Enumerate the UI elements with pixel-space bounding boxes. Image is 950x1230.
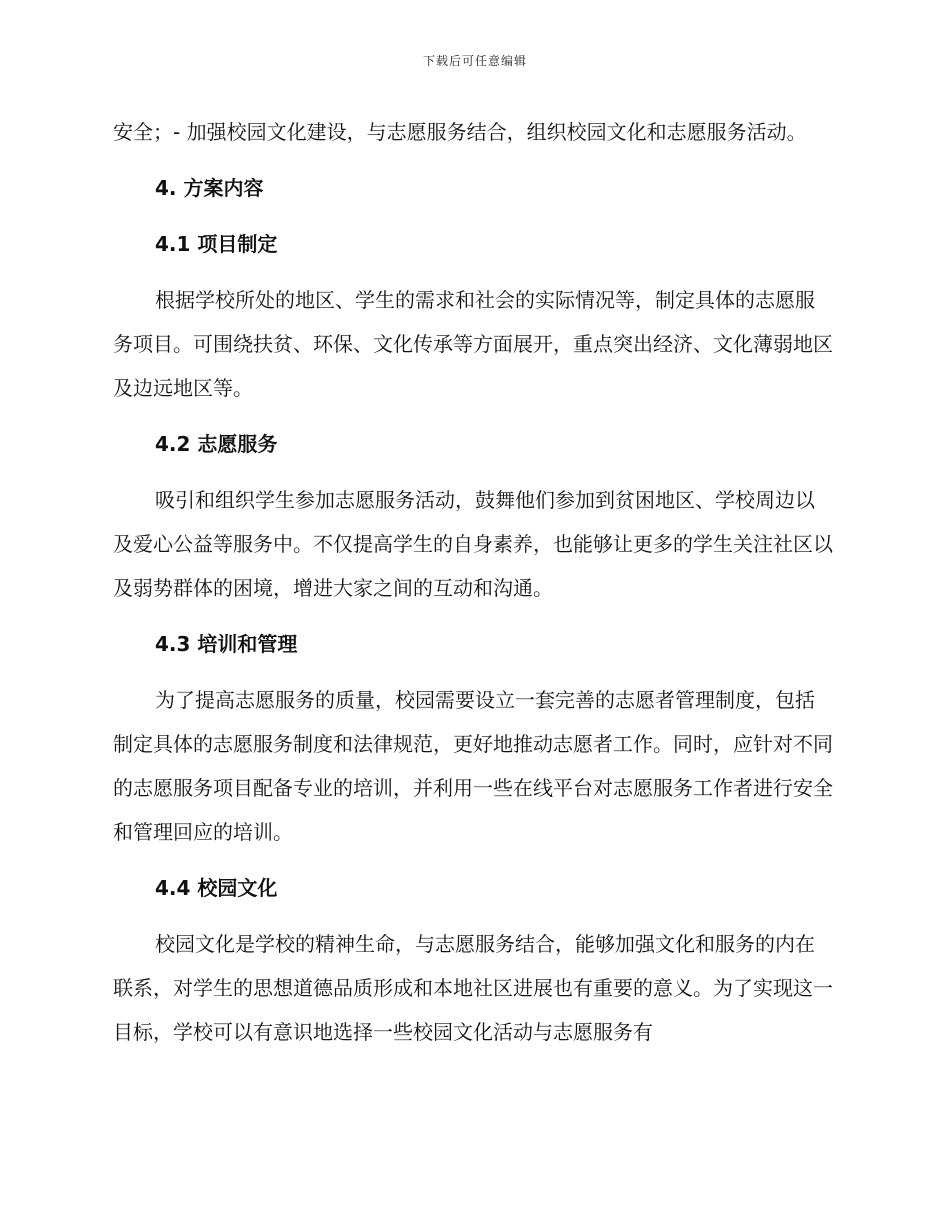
document-body — [113, 110, 833, 1066]
download-note: 下载后可任意编辑 — [422, 54, 527, 68]
section-4-3-title: 4.3 培训和管理 — [155, 632, 298, 656]
section-4-2-title: 4.2 志愿服务 — [155, 432, 278, 456]
section-4-1-title: 4.1 项目制定 — [155, 232, 278, 256]
intro-continuation-paragraph: 安全；- 加强校园文化建设，与志愿服务结合，组织校园文化和志愿服务活动。 — [113, 120, 807, 144]
section-4-3-text: 为了提高志愿服务的质量，校园需要设立一套完善的志愿者管理制度，包括制定具体的志愿服务制度和法律规范，更好地推动志愿者工作。同时，应针对不同的志愿服务项目配备专业的培训，并利用一些在线平台对志愿服务工作者进行安全和管理回应的培训。 — [113, 688, 833, 844]
section-4-1-text: 根据学校所处的地区、学生的需求和社会的实际情况等，制定具体的志愿服务项目。可围绕扶贫、环保、文化传承等方面展开，重点突出经济、文化薄弱地区及边远地区等。 — [113, 288, 833, 400]
section-4-title: 4. 方案内容 — [155, 176, 264, 200]
section-4-4-text: 校园文化是学校的精神生命，与志愿服务结合，能够加强文化和服务的内在联系，对学生的思想道德品质形成和本地社区进展也有重要的意义。为了实现这一目标，学校可以有意识地选择一些校园文化活动与志愿服务有 — [113, 932, 833, 1044]
section-4-2-text: 吸引和组织学生参加志愿服务活动，鼓舞他们参加到贫困地区、学校周边以及爱心公益等服务中。不仅提高学生的自身素养，也能够让更多的学生关注社区以及弱势群体的困境，增进大家之间的互动和沟通。 — [113, 488, 833, 600]
section-4-4-title: 4.4 校园文化 — [155, 876, 278, 900]
